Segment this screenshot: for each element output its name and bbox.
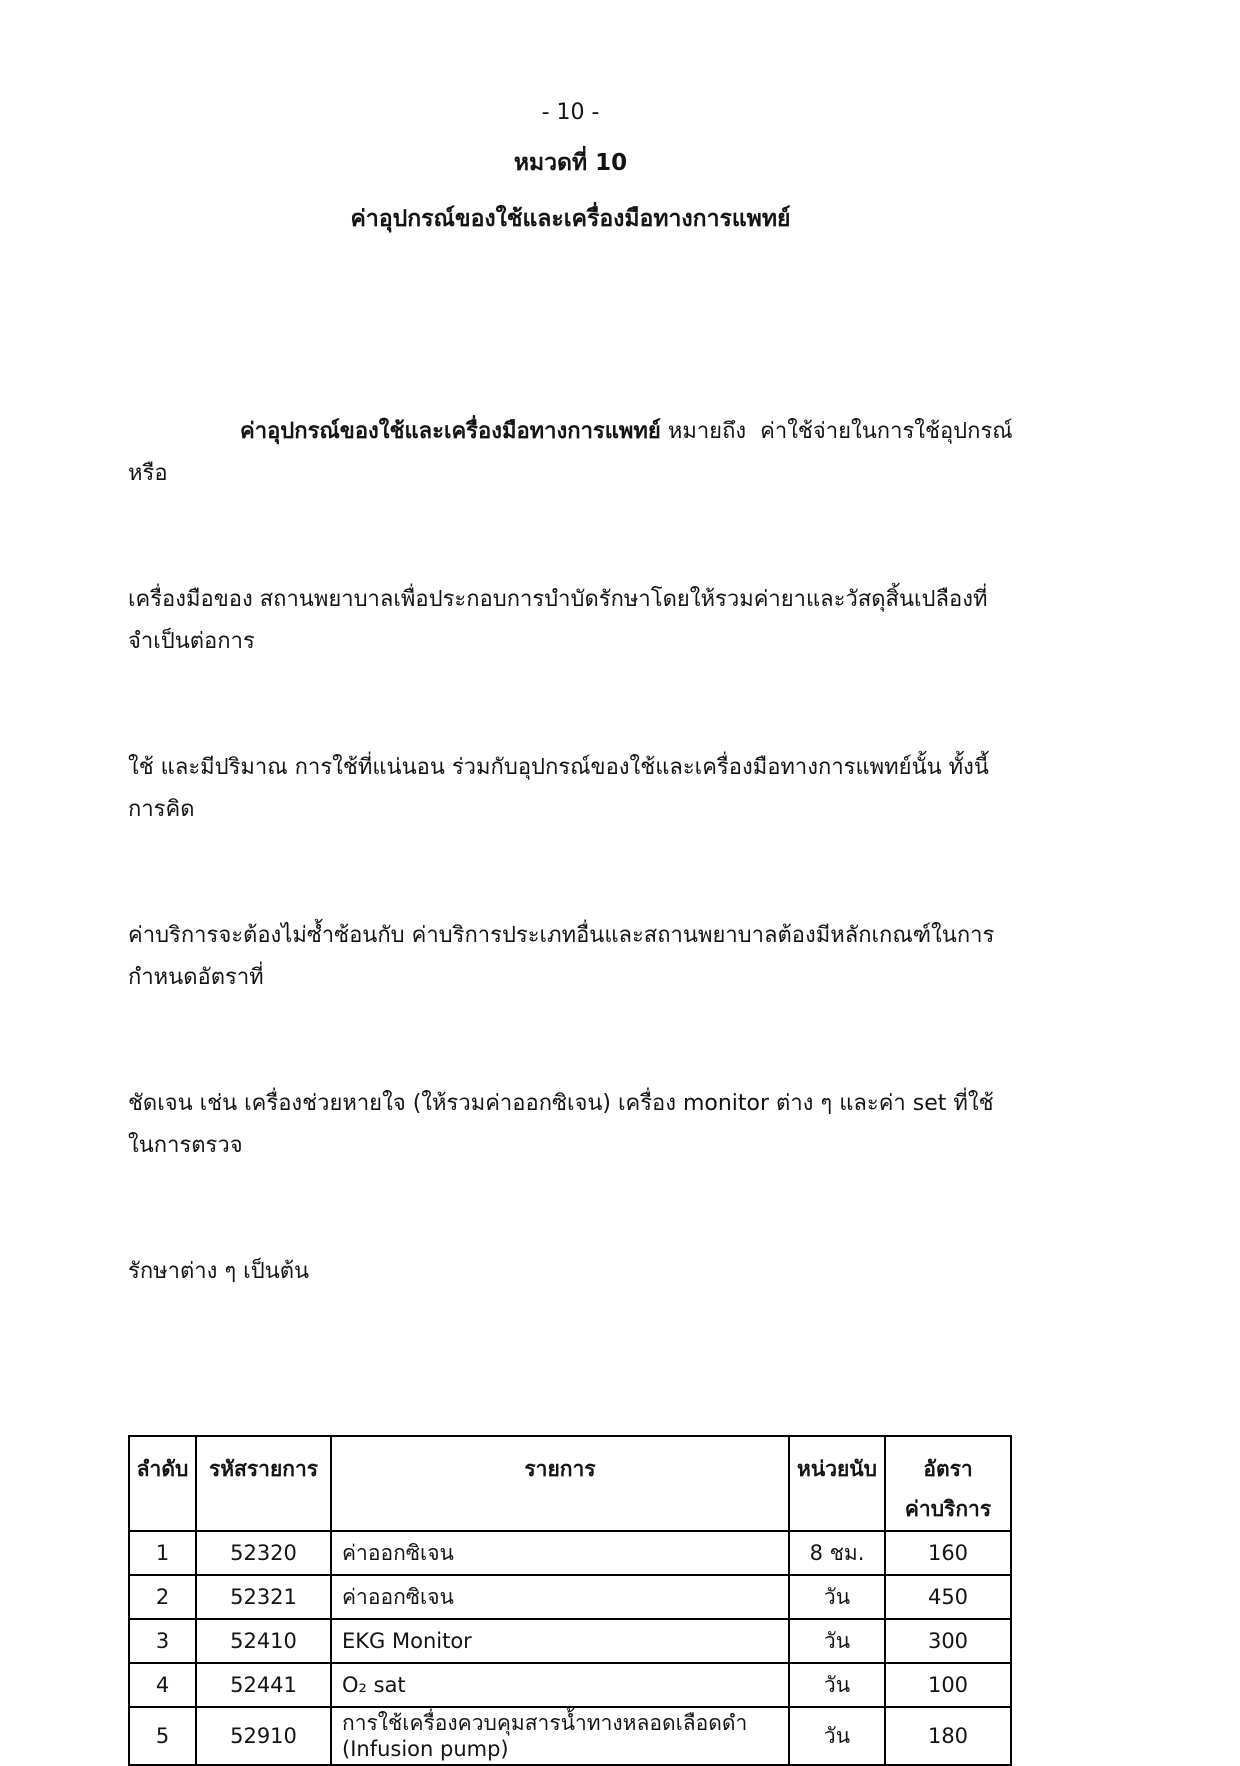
row-no-cell: 3	[129, 1619, 196, 1663]
paragraph-line-4: ค่าบริการจะต้องไม่ซ้ำซ้อนกับ ค่าบริการประเภทอื่นและสถานพยาบาลต้องมีหลักเกณฑ์ในการกำหนดอัตราที่	[128, 923, 995, 990]
row-no-cell: 1	[129, 1531, 196, 1575]
paragraph-line-2: เครื่องมือของ สถานพยาบาลเพื่อประกอบการบำบัดรักษาโดยให้รวมค่ายาและวัสดุสิ้นเปลืองที่จำเป็นต่อการ	[128, 587, 988, 654]
paragraph-line-1	[128, 411, 1013, 495]
row-no-cell: 5	[129, 1707, 196, 1765]
row-rate-cell: 160	[885, 1531, 1011, 1575]
row-code-cell: 52910	[196, 1707, 331, 1765]
row-unit-cell: วัน	[789, 1663, 885, 1707]
col-header-unit: หน่วยนับ	[789, 1436, 885, 1531]
table-header-row	[129, 1436, 1011, 1531]
row-code-cell: 52320	[196, 1531, 331, 1575]
col-header-rate-line2: ค่าบริการ	[904, 1497, 992, 1521]
table-row	[129, 1575, 1011, 1619]
paragraph-line-1-rest: หมายถึง ค่าใช้จ่ายในการใช้อุปกรณ์หรือ	[128, 419, 1013, 486]
row-item-cell: EKG Monitor	[331, 1619, 789, 1663]
section-heading: หมวดที่ 10	[513, 150, 628, 176]
body-paragraph	[128, 327, 1013, 1377]
col-header-rate	[885, 1436, 1011, 1531]
paragraph-line-6: รักษาต่าง ๆ เป็นต้น	[128, 1259, 310, 1284]
row-code-cell: 52441	[196, 1663, 331, 1707]
service-rate-table	[128, 1435, 1012, 1766]
table-row	[129, 1663, 1011, 1707]
table-row	[129, 1531, 1011, 1575]
col-header-item: รายการ	[331, 1436, 789, 1531]
row-item-cell: O₂ sat	[331, 1663, 789, 1707]
table-row	[129, 1707, 1011, 1765]
section-subheading: ค่าอุปกรณ์ของใช้และเครื่องมือทางการแพทย์	[350, 206, 791, 232]
row-rate-cell: 300	[885, 1619, 1011, 1663]
table-row	[129, 1619, 1011, 1663]
row-rate-cell: 100	[885, 1663, 1011, 1707]
row-unit-cell: วัน	[789, 1575, 885, 1619]
row-item-cell: ค่าออกซิเจน	[331, 1575, 789, 1619]
col-header-no: ลำดับ	[129, 1436, 196, 1531]
row-rate-cell: 450	[885, 1575, 1011, 1619]
row-code-cell: 52321	[196, 1575, 331, 1619]
col-header-code: รหัสรายการ	[196, 1436, 331, 1531]
row-rate-cell: 180	[885, 1707, 1011, 1765]
row-no-cell: 4	[129, 1663, 196, 1707]
row-no-cell: 2	[129, 1575, 196, 1619]
row-unit-cell: วัน	[789, 1619, 885, 1663]
row-item-cell: การใช้เครื่องควบคุมสารน้ำทางหลอดเลือดดำ (Infusion pump)	[331, 1707, 789, 1765]
row-unit-cell: วัน	[789, 1707, 885, 1765]
paragraph-line-5: ชัดเจน เช่น เครื่องช่วยหายใจ (ให้รวมค่าออกซิเจน) เครื่อง monitor ต่าง ๆ และค่า set ที่ใช้ในการตรวจ	[128, 1091, 994, 1158]
col-header-rate-line1: อัตรา	[923, 1457, 973, 1481]
paragraph-lead-bold: ค่าอุปกรณ์ของใช้และเครื่องมือทางการแพทย์	[240, 419, 661, 444]
paragraph-line-3: ใช้ และมีปริมาณ การใช้ที่แน่นอน ร่วมกับอุปกรณ์ของใช้และเครื่องมือทางการแพทย์นั้น ทั้งนี้ การคิด	[128, 755, 996, 822]
page-number: - 10 -	[541, 100, 600, 125]
row-code-cell: 52410	[196, 1619, 331, 1663]
row-item-cell: ค่าออกซิเจน	[331, 1531, 789, 1575]
row-unit-cell: 8 ชม.	[789, 1531, 885, 1575]
